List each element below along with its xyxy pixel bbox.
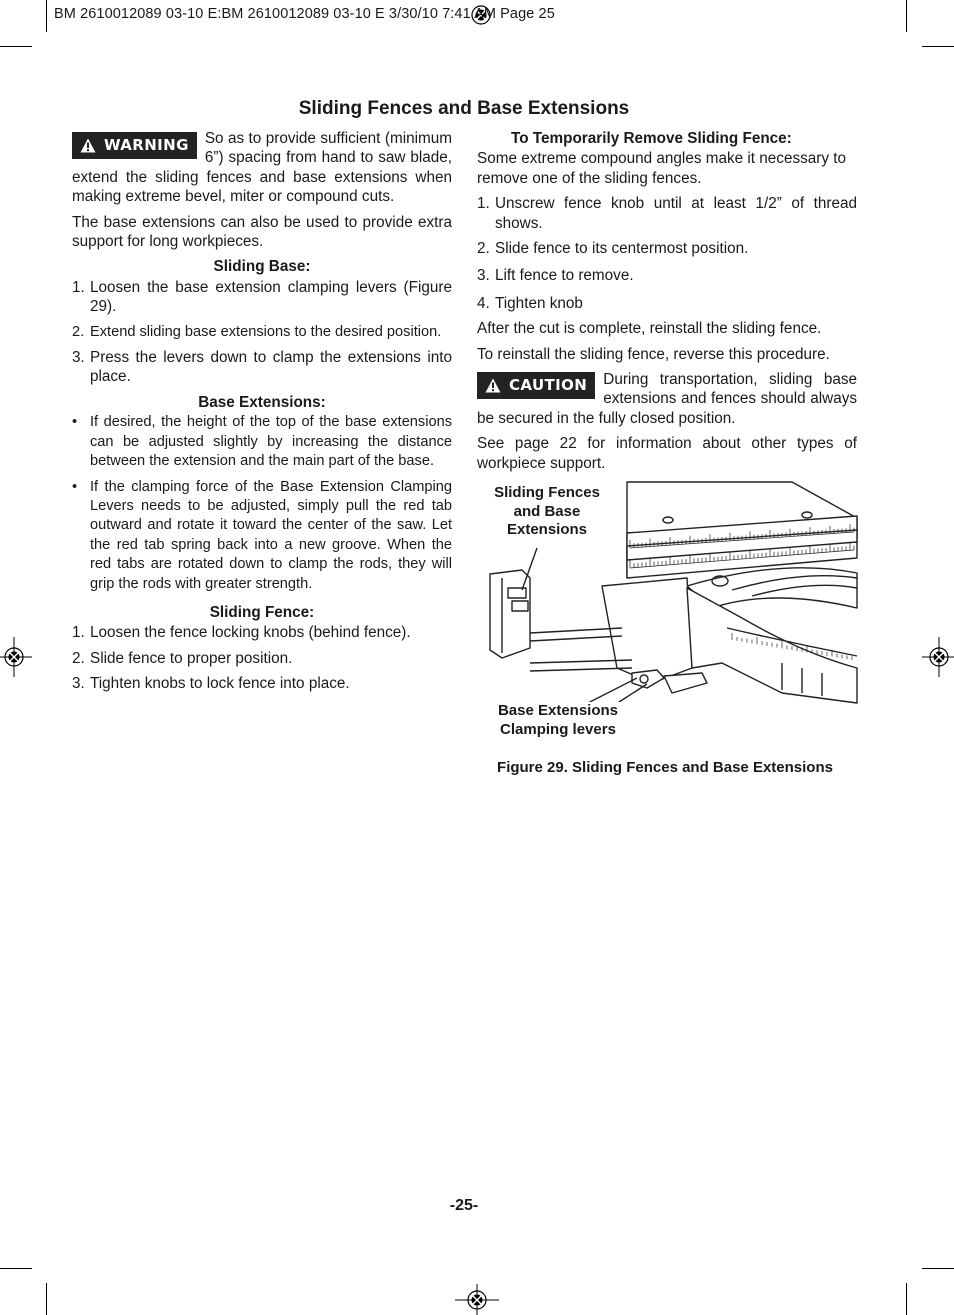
sliding-fence-steps [72, 623, 452, 693]
list-item: 3. Press the levers down to clamp the extensions into place. [72, 349, 452, 386]
registration-mark-icon [0, 637, 32, 677]
caution-paragraph [477, 370, 857, 428]
figure-label-fences: Sliding Fences and Base Extensions [494, 484, 600, 538]
list-item: 3. Lift fence to remove. [477, 267, 634, 285]
list-item: 2. Slide fence to its centermost position. [477, 240, 749, 258]
warning-badge [72, 132, 197, 159]
remove-fence-heading: To Temporarily Remove Sliding Fence: [511, 130, 792, 147]
list-item: 1. Unscrew fence knob until at least 1/2” of thread shows. [477, 195, 857, 232]
page-number: -25- [449, 1197, 479, 1214]
remove-fence-intro: Some extreme compound angles make it necessary to remove one of the sliding fences. [477, 150, 847, 187]
remove-fence-steps [477, 194, 857, 313]
list-item: • If the clamping force of the Base Extension Clamping Levers needs to be adjusted, simply pull the red tab outward and rotate it toward the center of the saw. Let the red tab spring back into a new groove. When the red tabs are rotated down to clamp the rods, they will grip the rods with greater strength. [72, 478, 452, 592]
list-item: 2. Slide fence to proper position. [72, 649, 293, 667]
registration-mark-icon [455, 1284, 499, 1315]
caution-text: During transportation, sliding base extensions and fences should always be secured in the fully closed position. [477, 371, 857, 427]
after-cut-text: After the cut is complete, reinstall the sliding fence. [477, 320, 822, 338]
section-title: Sliding Fences and Base Extensions [298, 98, 630, 119]
warning-text: So as to provide sufficient (minimum 6”) spacing from hand to saw blade, extend the sliding fences and base extensions when making extreme bevel, miter or compound cuts. [72, 130, 452, 206]
list-item: • If desired, the height of the top of the base extensions can be adjusted slightly by increasing the distance between the extension and the main part of the base. [72, 414, 452, 470]
list-item: 1. Loosen the base extension clamping levers (Figure 29). [72, 278, 452, 316]
print-slug: BM 2610012089 03-10 E:BM 2610012089 03-10 E 3/30/10 7:41 AM Page 25 [54, 6, 555, 22]
sliding-base-steps [72, 278, 452, 387]
registration-mark-icon [922, 637, 954, 677]
right-column [477, 129, 857, 479]
warning-triangle-icon [485, 378, 501, 393]
caution-label: CAUTION [509, 376, 588, 395]
caution-badge [477, 372, 595, 399]
see-page-text: See page 22 for information about other types of workpiece support. [477, 435, 857, 472]
figure-caption: Figure 29. Sliding Fences and Base Extensions [497, 759, 833, 776]
sliding-base-heading: Sliding Base: [213, 258, 311, 276]
left-column [72, 129, 452, 700]
list-item: 3. Tighten knobs to lock fence into place. [72, 675, 350, 693]
list-item: 4. Tighten knob [477, 294, 583, 312]
list-item: 1. Loosen the fence locking knobs (behind fence). [72, 624, 411, 642]
base-extensions-bullets [72, 413, 452, 594]
reinstall-text: To reinstall the sliding fence, reverse this procedure. [477, 345, 830, 363]
warning-label: WARNING [104, 136, 189, 154]
list-item: 2. Extend sliding base extensions to the desired position. [72, 323, 442, 340]
warning-triangle-icon [80, 138, 96, 153]
intro-paragraph: The base extensions can also be used to provide extra support for long workpieces. [72, 213, 452, 251]
figure-label-clamping-levers: Base Extensions Clamping levers [484, 702, 632, 739]
figure-29 [482, 478, 862, 738]
base-extensions-heading: Base Extensions: [198, 393, 326, 411]
warning-paragraph [72, 129, 452, 207]
sliding-fence-heading: Sliding Fence: [209, 603, 315, 621]
